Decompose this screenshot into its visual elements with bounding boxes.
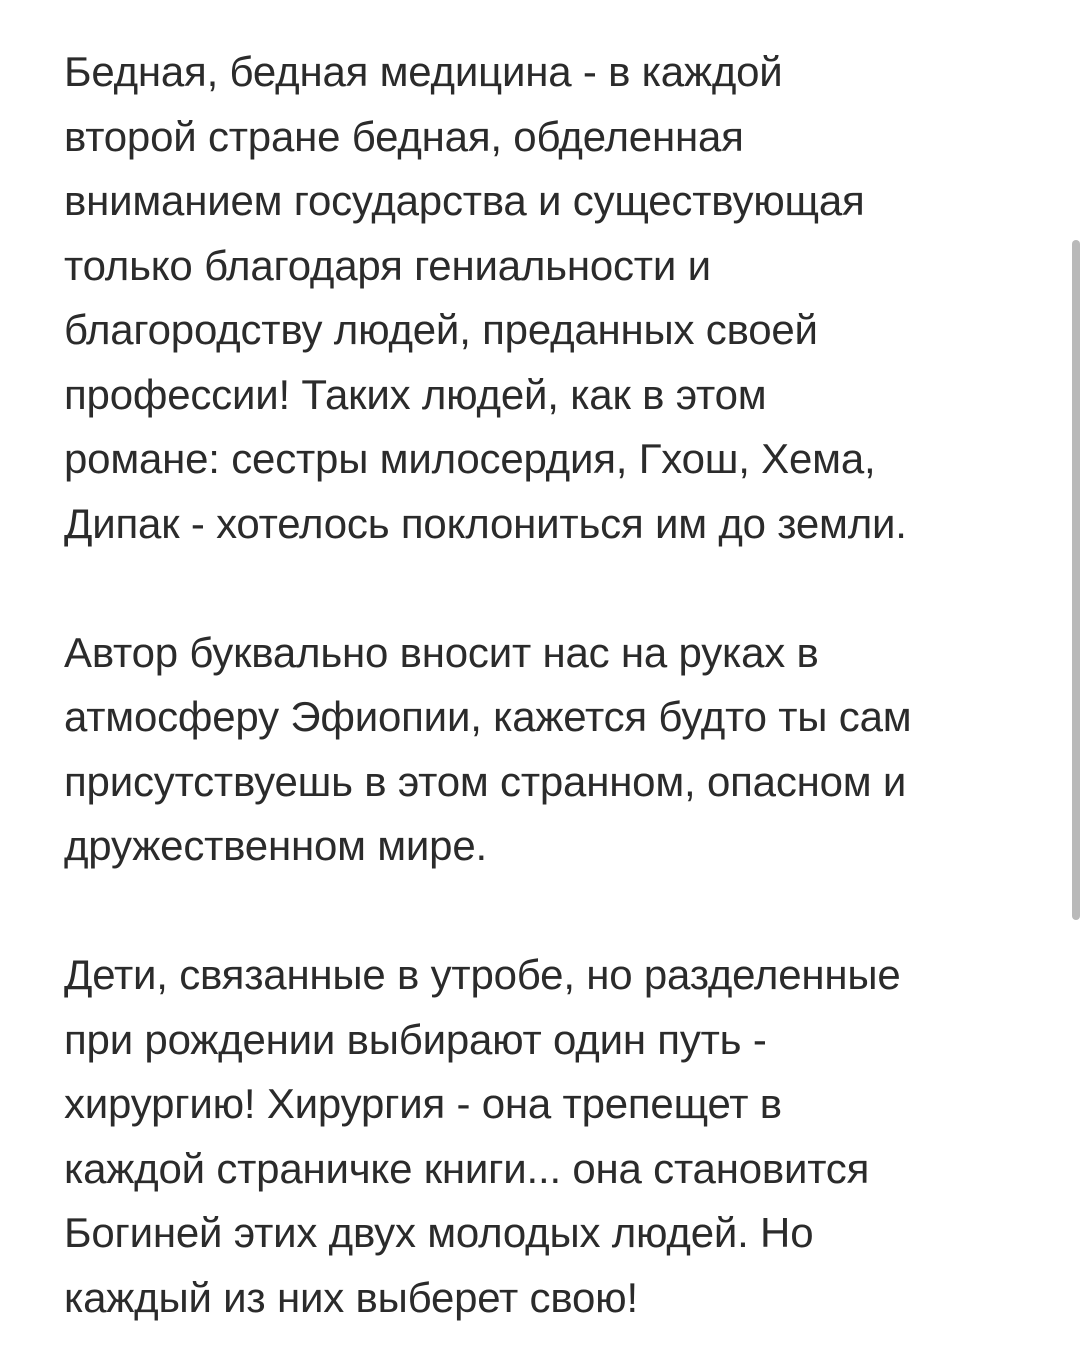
text-line: каждый из них выберет свою! bbox=[64, 1273, 638, 1321]
text-line: Автор буквально вносит нас на руках в bbox=[64, 628, 819, 676]
text-line: присутствуешь в этом странном, опасном и bbox=[64, 757, 907, 805]
text-body bbox=[64, 40, 1044, 1330]
text-line: вниманием государства и существующая bbox=[64, 177, 865, 224]
paragraph-3 bbox=[64, 943, 1044, 1330]
text-line: каждой страничке книги... она становится bbox=[64, 1144, 870, 1192]
paragraph-1 bbox=[64, 40, 1044, 556]
text-line: профессии! Таких людей, как в этом bbox=[64, 370, 767, 418]
text-line: Бедная, бедная медицина - в каждой bbox=[64, 48, 783, 95]
text-line: благородству людей, преданных своей bbox=[64, 306, 818, 353]
vertical-scrollbar[interactable] bbox=[1072, 240, 1080, 920]
text-line: второй стране бедная, обделенная bbox=[64, 112, 744, 160]
text-line: только благодаря гениальности и bbox=[64, 241, 711, 289]
text-line: романе: сестры милосердия, Гхош, Хема, bbox=[64, 435, 876, 482]
text-line: Богиней этих двух молодых людей. Но bbox=[64, 1209, 814, 1256]
text-line: Дети, связанные в утробе, но разделенные bbox=[64, 951, 901, 998]
text-line: при рождении выбирают один путь - bbox=[64, 1015, 767, 1063]
text-line: атмосферу Эфиопии, кажется будто ты сам bbox=[64, 693, 912, 740]
paragraph-spacer bbox=[64, 556, 1044, 621]
paragraph-2 bbox=[64, 621, 1044, 879]
paragraph-spacer bbox=[64, 879, 1044, 944]
text-line: дружественном мире. bbox=[64, 822, 487, 869]
text-line: хирургию! Хирургия - она трепещет в bbox=[64, 1080, 782, 1127]
text-line: Дипак - хотелось поклониться им до земли. bbox=[64, 499, 907, 547]
